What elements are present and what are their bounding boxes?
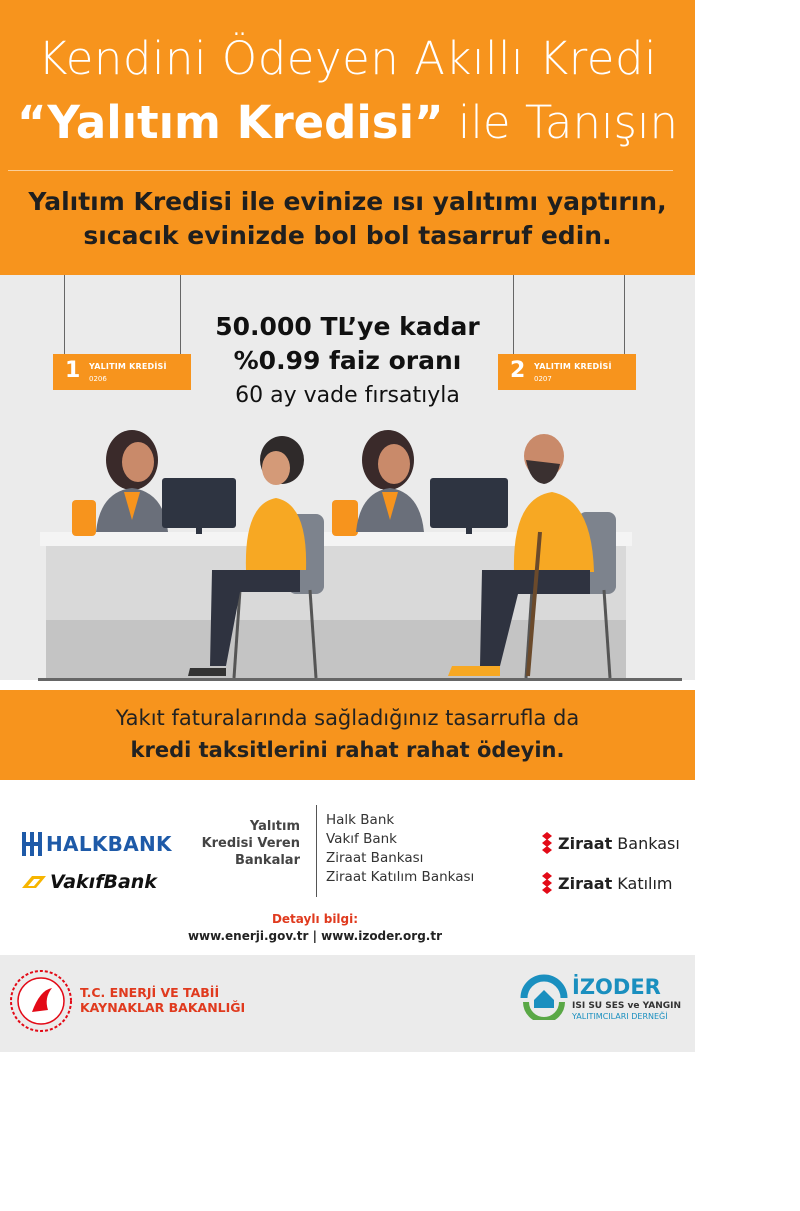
detail-links[interactable]: www.enerji.gov.tr | www.izoder.org.tr <box>187 929 443 943</box>
header-divider <box>8 170 673 171</box>
ministry-emblem-icon <box>10 970 72 1032</box>
detail-label: Detaylı bilgi: <box>271 912 359 926</box>
subtitle-line-1: Yalıtım Kredisi ile evinize ısı yalıtımı yaptırın, <box>28 187 667 216</box>
floor-line <box>38 678 682 681</box>
old-man-shoe <box>448 666 500 676</box>
teller-chair <box>332 500 358 536</box>
desk-base <box>46 620 626 678</box>
old-man-sweater <box>514 492 594 572</box>
teller-chair <box>72 500 96 536</box>
ziraat-wheat-icon <box>540 872 554 894</box>
heading-line: Yalıtım <box>249 819 300 834</box>
headline-product-name: “Yalıtım Kredisi” <box>17 96 444 149</box>
ziraat-katilim-logo-bold: Ziraat <box>558 874 613 893</box>
bank-counter-illustration <box>0 420 695 682</box>
ziraat-bankasi-logo-rest: Bankası <box>612 834 680 853</box>
list-item: Ziraat Katılım Bankası <box>326 869 475 885</box>
list-item: Vakıf Bank <box>326 831 397 847</box>
old-man-beard <box>526 460 560 484</box>
subtitle-line-2: sıcacık evinizde bol bol tasarruf edin. <box>83 221 612 250</box>
halkbank-logo: HALKBANK <box>46 832 172 856</box>
counter-number: 1 <box>65 358 81 383</box>
headline-suffix: ile Tanışın <box>443 96 678 149</box>
headline-line-2 <box>0 96 695 149</box>
offer-rate: %0.99 faiz oranı <box>233 346 462 375</box>
savings-banner <box>0 690 695 780</box>
izoder-tagline-2: YALITIMCILARI DERNEĞİ <box>572 1012 668 1021</box>
ziraat-katilim-logo <box>558 874 673 893</box>
heading-line: Bankalar <box>235 853 300 868</box>
offer-term: 60 ay vade fırsatıyla <box>235 383 460 408</box>
list-item: Ziraat Bankası <box>326 850 424 866</box>
izoder-name: İZODER <box>572 975 661 999</box>
counter-code: 0207 <box>534 375 552 383</box>
offer-amount: 50.000 TL’ye kadar <box>215 312 480 341</box>
vakifbank-logo: VakıfBank <box>50 871 157 893</box>
ziraat-katilim-logo-rest: Katılım <box>612 874 673 893</box>
halkbank-emblem-icon <box>22 832 42 856</box>
izoder-logo-icon <box>520 972 568 1020</box>
counter-label: YALITIM KREDİSİ <box>534 362 612 371</box>
ziraat-wheat-icon <box>540 832 554 854</box>
monitor-stand <box>466 526 472 534</box>
ministry-name <box>80 985 245 1015</box>
heading-line: Kredisi Veren <box>201 836 300 851</box>
list-item: Halk Bank <box>326 812 395 828</box>
izoder-tagline-1: ISI SU SES ve YANGIN <box>572 1001 682 1011</box>
counter-label: YALITIM KREDİSİ <box>89 362 167 371</box>
ziraat-bankasi-logo-bold: Ziraat <box>558 834 613 853</box>
monitor-stand <box>196 526 202 534</box>
monitor <box>430 478 508 528</box>
banks-divider <box>316 805 317 897</box>
ministry-line: KAYNAKLAR BAKANLIĞI <box>80 1000 246 1015</box>
banner-line-1: Yakıt faturalarında sağladığınız tasarrufla da <box>115 706 580 730</box>
ziraat-bankasi-logo <box>558 834 680 853</box>
teller-face <box>122 442 154 482</box>
ministry-line: T.C. ENERJİ VE TABİİ <box>80 985 220 1000</box>
header-subtitle <box>0 185 695 253</box>
customer-face <box>262 451 290 485</box>
counter-code: 0206 <box>89 375 107 383</box>
counter-number: 2 <box>510 358 526 383</box>
teller-face <box>378 444 410 484</box>
lending-banks-heading <box>180 818 300 869</box>
banner-line-2: kredi taksitlerini rahat rahat ödeyin. <box>130 738 565 762</box>
monitor <box>162 478 236 528</box>
customer-sweater <box>246 498 306 570</box>
headline-line-1: Kendini Ödeyen Akıllı Kredi <box>37 32 658 85</box>
customer-shoe <box>188 668 226 676</box>
lending-banks-list <box>326 811 474 887</box>
vakifbank-emblem-icon <box>22 874 46 890</box>
